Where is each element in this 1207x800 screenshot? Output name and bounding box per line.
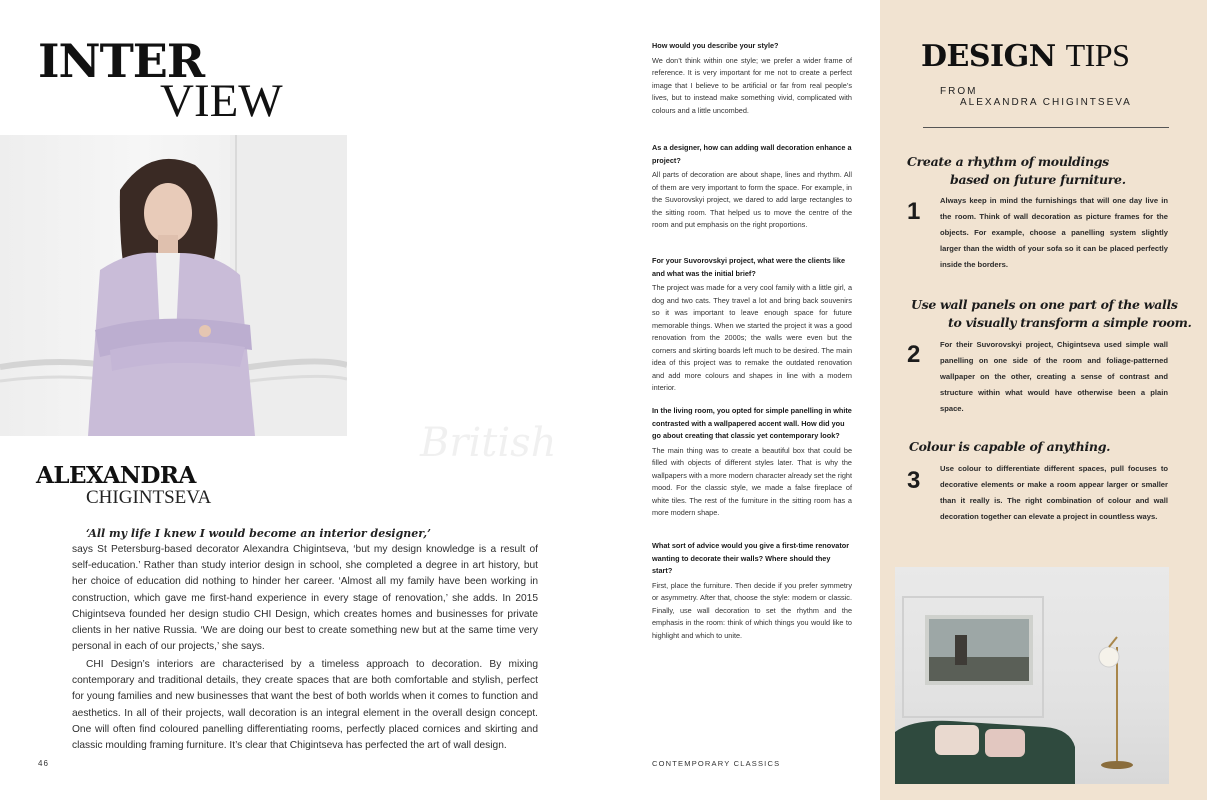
tip-3-number: 3 (907, 467, 921, 494)
intro-paragraph-1: says St Petersburg-based decorator Alexandra Chigintseva, ‘but my design knowledge is a result of self-education.’ Rather than study interior design in school, she completed a degree in art history, but her choice of education did nothing to hinder her career. ‘Almost all my family have been working in construction, which gave me first-hand experience in every stage of renovation,’ she adds. In 2015 Chigintseva founded her design studio CHI Design, which creates homes and businesses for private clients in her native Russia. ‘We are doing our best to create something new but at the same time very personal in each of our projects,’ she says. (72, 544, 538, 653)
interview-title-inter: INTER (38, 34, 205, 88)
qa-block-3 (652, 255, 852, 395)
tip-1-heading-line2: based on future furniture. (950, 172, 1126, 187)
tip-1-text: Always keep in mind the furnishings that will one day live in the room. Think of wall decoration as picture frames for the objects. For example, choose a panelling system slightly larger than the width of your sofa so it can be placed perfectly inside the borders. (940, 196, 1168, 269)
watermark: British (420, 420, 557, 466)
tip-2-number: 2 (907, 341, 921, 368)
title-bold: DESIGN (921, 39, 1056, 74)
tip-2-text: For their Suvorovskyi project, Chigintseva used simple wall panelling on one side of the room and foliage-patterned wallpaper on the other, creating a sense of contrast and structure within what would have otherwise been a plain space. (940, 340, 1168, 413)
tip-2-heading-line2: to visually transform a simple room. (948, 315, 1192, 330)
tip-2-heading-line1: Use wall panels on one part of the walls (911, 297, 1178, 312)
room-illustration (895, 567, 1169, 784)
title-light: TIPS (1065, 37, 1130, 73)
tip-1-number: 1 (907, 198, 921, 225)
pull-quote: ‘All my life I knew I would become an interior designer,’ (86, 527, 431, 540)
tip-3-text: Use colour to differentiate different spaces, pull focuses to decorative elements or make a room appear larger or smaller than it really is. The right combination of colour and wall decoration together can elevate a project in countless ways. (940, 464, 1168, 521)
question: What sort of advice would you give a first-time renovator wanting to decorate their walls? Where should they start? (652, 541, 850, 575)
interview-title-view: VIEW (160, 75, 283, 127)
answer: The project was made for a very cool family with a little girl, a dog and two cats. They travel a lot and bring back souvenirs so it was important to leave enough space for future memorable things. When we started the project it was a good renovation from the 2000s; the walls were even but the corners and skirting boards left much to be desired. The main idea of this project was to remake the outdated renovation and add more colours and shapes in line with a modern interior. (652, 283, 852, 392)
author-name: ALEXANDRA CHIGINTSEVA (960, 97, 1132, 108)
tip-1-heading-line1: Create a rhythm of mouldings (907, 154, 1109, 169)
page-number: 46 (38, 759, 49, 768)
answer: The main thing was to create a beautiful box that could be filled with objects of different styles later. That is why the wallpapers with a more modern character already set the right mood. For the classic style, we made a false fireplace of white tiles. The rest of the furniture in the sitting room has a more modern shape. (652, 445, 852, 517)
qa-block-1 (652, 40, 852, 117)
design-tips-title (921, 38, 1129, 74)
from-label: FROM (940, 86, 978, 97)
answer: We don’t think within one style; we prefer a wider frame of reference. It is very important for me not to create a perfect image that I believe to be artificial or far from real people’s lives, but to instead make something vivid, complicated with colours and a little uncombed. (652, 55, 852, 115)
tip-3-heading: Colour is capable of anything. (909, 439, 1111, 454)
answer: All parts of decoration are about shape, lines and rhythm. All of them are very important to form the space. For example, in the Suvorovskyi project, we dared to add large rectangles to the sitting room. That helped us to move the centre of the room and put emphasis on the right proportions. (652, 170, 852, 229)
question: For your Suvorovskyi project, what were the clients like and what was the initial brief? (652, 256, 846, 278)
room-photo (895, 567, 1169, 784)
qa-block-5 (652, 540, 852, 642)
qa-block-2 (652, 142, 852, 232)
question: How would you describe your style? (652, 41, 779, 50)
qa-block-4 (652, 405, 852, 520)
portrait-illustration (0, 135, 347, 436)
intro-paragraph-2: CHI Design’s interiors are characterised by a timeless approach to decoration. By mixing contemporary and traditional details, they create spaces that are both comfortable and stylish, perfect for young families and new businesses that want the best of both worlds when it comes to function and aesthetics. In all of their projects, wall decoration is an integral element in the overall design concept. One will often find coloured panelling differentiating rooms, perfectly placed cornices and skirting and classic moulding framing furniture. It’s clear that Chigintseva has perfected the art of wall design. (72, 659, 538, 752)
footer-book-title: CONTEMPORARY CLASSICS (652, 759, 781, 768)
question: In the living room, you opted for simple panelling in white contrasted with a wallpapered accent wall. How did you go about creating that classic yet contemporary look? (652, 406, 852, 440)
portrait-photo (0, 135, 347, 436)
interviewee-first-name: ALEXANDRA (36, 462, 196, 489)
question: As a designer, how can adding wall decoration enhance a project? (652, 143, 852, 165)
divider (923, 127, 1169, 128)
interviewee-last-name: CHIGINTSEVA (86, 487, 212, 508)
answer: First, place the furniture. Then decide if you prefer symmetry or asymmetry. After that, choose the style: modern or classic. Finally, use wall decoration to set the rhythm and the emphasis in the room: think of which things you would like to highlight and which to unite. (652, 580, 852, 640)
